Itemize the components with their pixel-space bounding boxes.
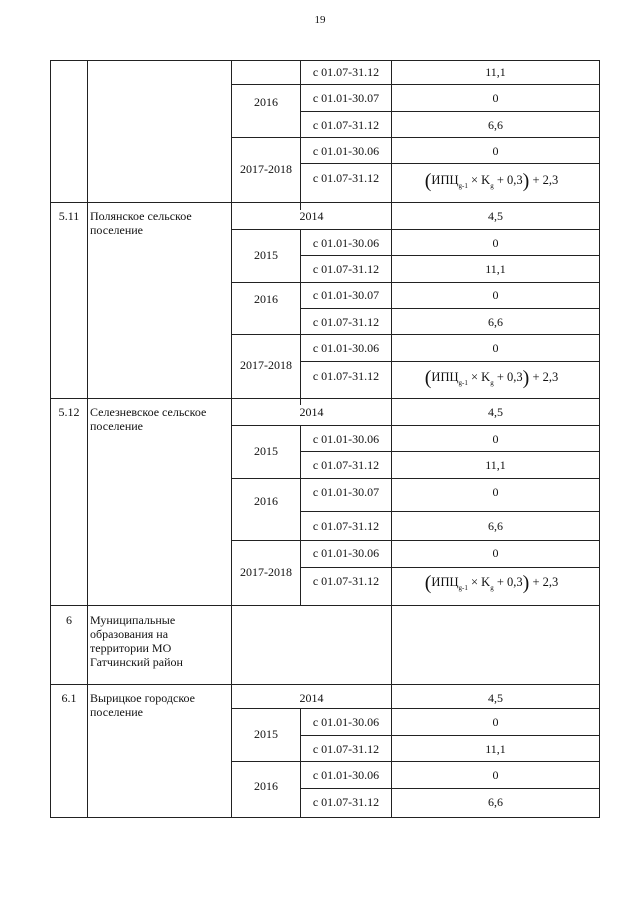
value-cell: 0: [492, 91, 499, 105]
year-cell: 2017-2018: [240, 162, 292, 176]
period-cell: с 01.07-31.12: [312, 369, 380, 383]
value-cell: 11,1: [485, 742, 506, 756]
period-cell: с 01.07-31.12: [312, 458, 380, 472]
value-cell: 6,6: [488, 795, 503, 809]
formula-cell: $(ИПЦ_{g-1} \times K_g + 0,3) + 2,3$: [424, 170, 559, 192]
year-cell: 2016: [254, 779, 278, 793]
value-cell: 0: [492, 432, 499, 446]
year-cell: 2016: [254, 95, 278, 109]
value-cell: 11,1: [485, 458, 506, 472]
period-cell: с 01.01-30.06: [312, 715, 380, 729]
row-line: [231, 708, 600, 709]
year-cell: 2015: [254, 727, 278, 741]
period-cell: с 01.07-31.12: [312, 262, 380, 276]
section-number: 6: [66, 613, 72, 627]
value-cell: 0: [492, 144, 499, 158]
value-cell: 0: [492, 715, 499, 729]
row-line: [300, 111, 600, 112]
row-line: [50, 817, 600, 818]
formula-cell: $(ИПЦ_{g-1} \times K_g + 0,3) + 2,3$: [424, 572, 559, 594]
period-cell: с 01.01-30.06: [312, 341, 380, 355]
row-line: [50, 202, 600, 203]
border-right: [599, 60, 600, 818]
period-cell: с 01.07-31.12: [312, 65, 380, 79]
row-line: [50, 605, 600, 606]
value-cell: 0: [492, 341, 499, 355]
period-cell: с 01.01-30.06: [312, 768, 380, 782]
period-cell: с 01.07-31.12: [312, 519, 380, 533]
row-line: [231, 478, 600, 479]
year-cell: 2017-2018: [240, 358, 292, 372]
period-cell: с 01.01-30.07: [312, 485, 380, 499]
value-cell: 0: [492, 236, 499, 250]
period-cell: с 01.07-31.12: [312, 795, 380, 809]
border-year-period-a: [300, 60, 301, 210]
period-cell: с 01.01-30.06: [312, 432, 380, 446]
value-cell: 6,6: [488, 519, 503, 533]
row-line: [50, 684, 600, 685]
row-line: [300, 567, 600, 568]
value-cell: 0: [492, 485, 499, 499]
row-line: [300, 735, 600, 736]
row-line: [231, 425, 600, 426]
row-line: [300, 163, 600, 164]
settlement-name: Вырицкое городское поселение: [90, 691, 196, 719]
row-line: [231, 137, 600, 138]
row-line: [300, 511, 600, 512]
year-cell: 2016: [254, 292, 278, 306]
row-line: [300, 361, 600, 362]
value-cell: 4,5: [488, 209, 503, 223]
year-cell: 2014: [299, 209, 324, 223]
year-cell: 2017-2018: [240, 565, 292, 579]
value-cell: 11,1: [485, 262, 506, 276]
row-line: [300, 788, 600, 789]
year-cell: 2016: [254, 494, 278, 508]
year-cell: 2014: [299, 691, 324, 705]
period-cell: с 01.07-31.12: [312, 742, 380, 756]
border-num-name: [87, 60, 88, 818]
period-cell: с 01.07-31.12: [312, 171, 380, 185]
row-line: [300, 308, 600, 309]
period-cell: с 01.07-31.12: [312, 118, 380, 132]
row-line: [231, 540, 600, 541]
period-cell: с 01.01-30.06: [312, 546, 380, 560]
period-cell: с 01.01-30.07: [312, 91, 380, 105]
row-line: [50, 398, 600, 399]
value-cell: 6,6: [488, 118, 503, 132]
value-cell: 0: [492, 546, 499, 560]
row-line: [300, 255, 600, 256]
period-cell: с 01.01-30.07: [312, 288, 380, 302]
value-cell: 4,5: [488, 691, 503, 705]
value-cell: 0: [492, 288, 499, 302]
value-cell: 11,1: [485, 65, 506, 79]
value-cell: 6,6: [488, 315, 503, 329]
row-line: [300, 451, 600, 452]
section-name: Муниципальные образования на территории МО Гатчинский район: [90, 613, 183, 669]
value-cell: 0: [492, 768, 499, 782]
year-cell: 2015: [254, 444, 278, 458]
settlement-name: Селезневское сельское поселение: [90, 405, 207, 433]
period-cell: с 01.07-31.12: [312, 574, 380, 588]
period-cell: с 01.01-30.06: [312, 144, 380, 158]
value-cell: 4,5: [488, 405, 503, 419]
period-cell: с 01.01-30.06: [312, 236, 380, 250]
row-line: [231, 761, 600, 762]
row-line: [50, 60, 600, 61]
section-number: 5.12: [58, 405, 80, 419]
section-number: 5.11: [58, 209, 80, 223]
row-line: [231, 334, 600, 335]
year-cell: 2014: [299, 405, 324, 419]
row-line: [231, 282, 600, 283]
section-number: 6.1: [61, 691, 77, 705]
row-line: [231, 229, 600, 230]
year-cell: 2015: [254, 248, 278, 262]
page-number: 19: [314, 14, 326, 26]
row-line: [231, 84, 600, 85]
formula-cell: $(ИПЦ_{g-1} \times K_g + 0,3) + 2,3$: [424, 367, 559, 389]
period-cell: с 01.07-31.12: [312, 315, 380, 329]
settlement-name: Полянское сельское поселение: [90, 209, 192, 237]
